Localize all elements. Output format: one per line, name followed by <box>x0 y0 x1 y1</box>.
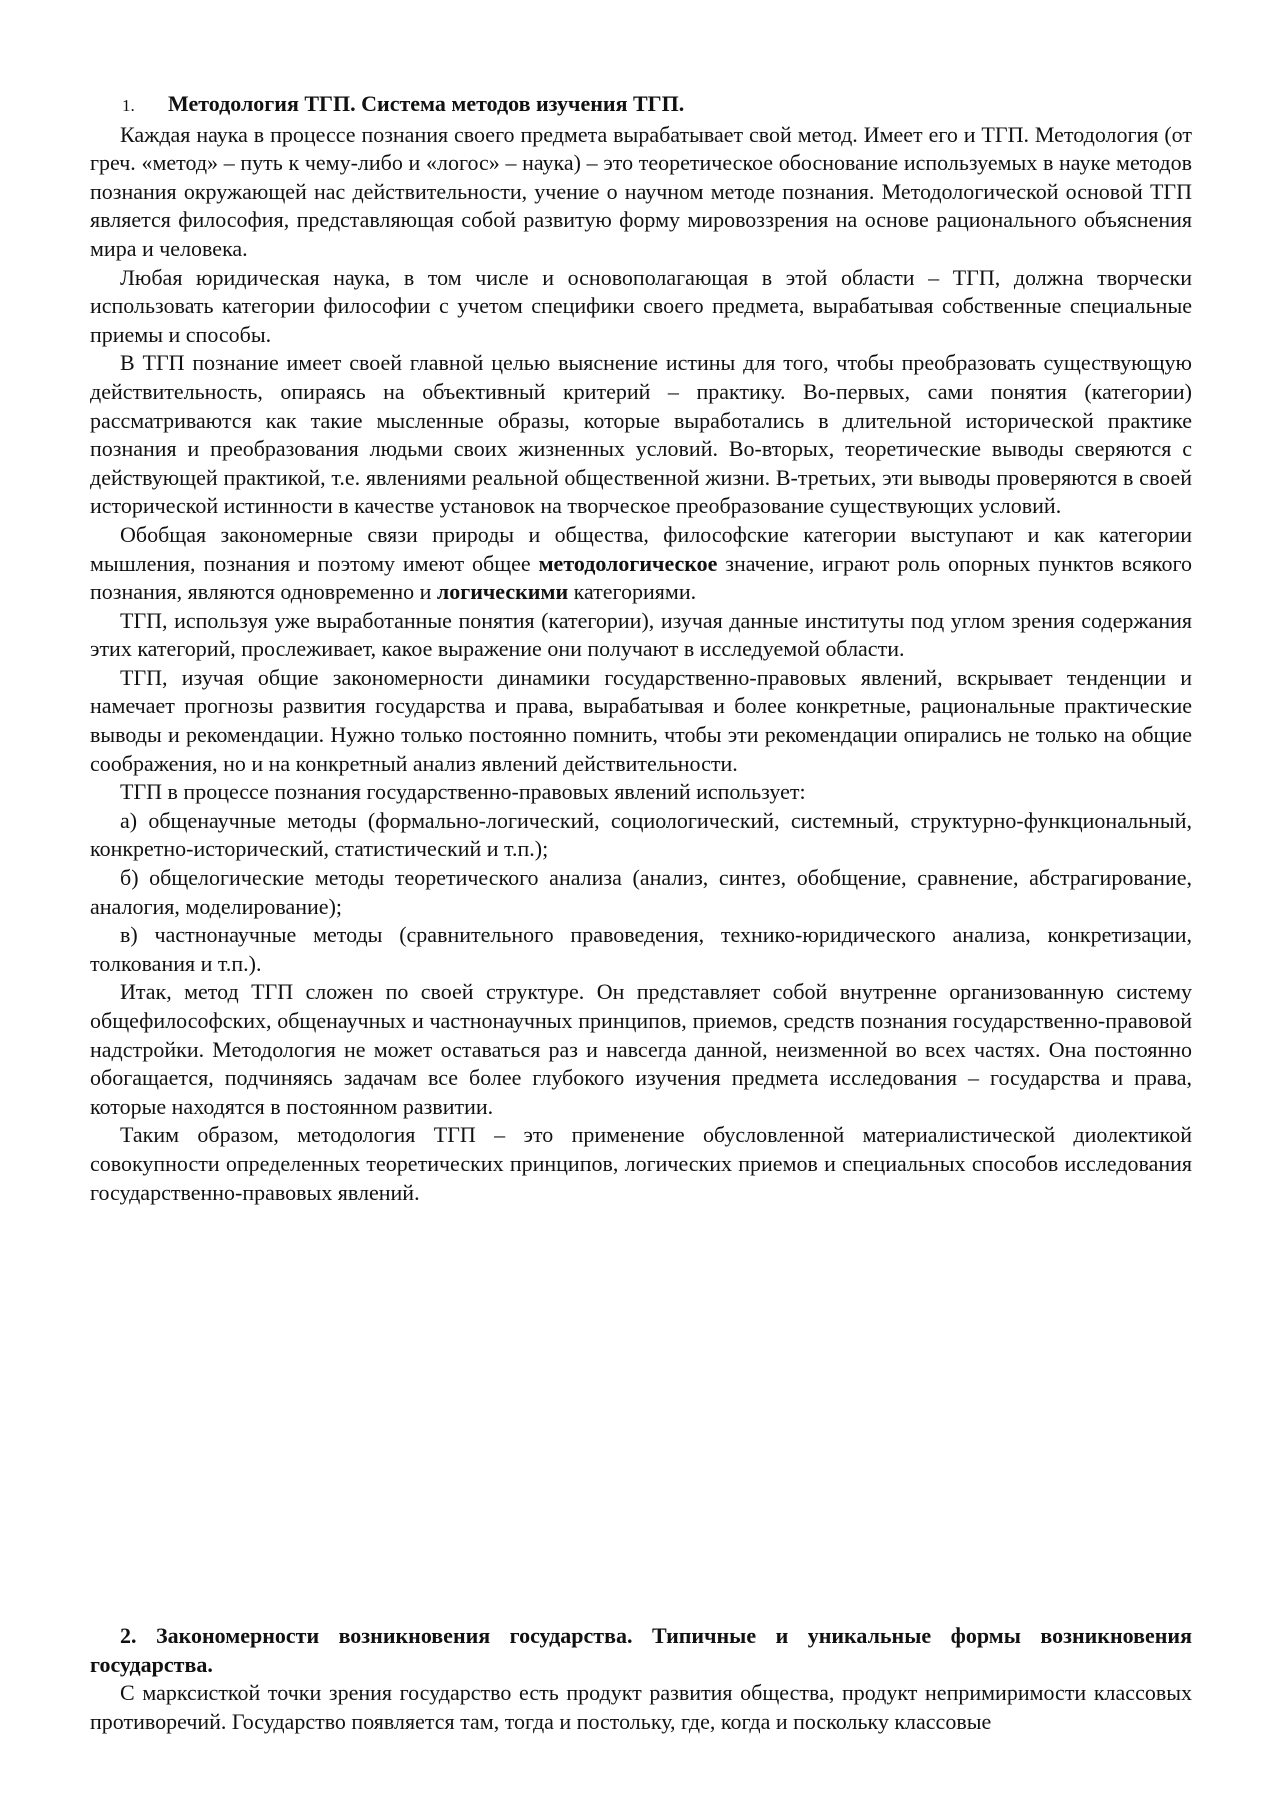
paragraph: ТГП, используя уже выработанные понятия (категории), изучая данные институты под углом зрения содержания этих категорий, прослеживает, какое выражение они получают в исследуемой области. <box>90 607 1192 662</box>
paragraph: Обобщая закономерные связи природы и общества, философские категории выступают и как категории мышления, познания и поэтому имеют общее методологическое значение, играют роль опорных пунктов всякого познания, являются одновременно и логическими категориями. <box>90 521 1192 605</box>
paragraph: Каждая наука в процессе познания своего предмета вырабатывает свой метод. Имеет его и ТГП. Методология (от греч. «метод» – путь к чему-либо и «логос» – наука) – это теоретическое обоснование используемых в науке методов познания окружающей нас действительности, учение о научном методе познания. Методологической основой ТГП является философия, представляющая собой развитую форму мировоззрения на основе рационального объяснения мира и человека. <box>90 121 1192 261</box>
section-1-heading <box>90 90 1192 121</box>
paragraph: С марксисткой точки зрения государство есть продукт развития общества, продукт непримиримости классовых противоречий. Государство появляется там, тогда и постольку, где, когда и поскольку классовые <box>90 1680 1192 1734</box>
list-item: а) общенаучные методы (формально-логический, социологический, системный, структурно-функциональный, конкретно-исторический, статистический и т.п.); <box>90 807 1192 862</box>
paragraph: В ТГП познание имеет своей главной целью выяснение истины для того, чтобы преобразовать существующую действительность, опираясь на объективный критерий – практику. Во-первых, сами понятия (категории) рассматриваются как такие мысленные образы, которые выработались в длительной исторической практике познания и преобразования людьми своих жизненных условий. Во-вторых, теоретические выводы сверяются с действующей практикой, т.е. явлениями реальной общественной жизни. В-третьих, эти выводы проверяются в своей исторической истинности в качестве установок на творческое преобразование существующих условий. <box>90 350 1192 519</box>
paragraph: Итак, метод ТГП сложен по своей структуре. Он представляет собой внутренне организованную систему общефилософских, общенаучных и частнонаучных принципов, приемов, средств познания государственно-правовой надстройки. Методология не может оставаться раз и навсегда данной, неизменной во всех частях. Она постоянно обогащается, подчиняясь задачам все более глубокого изучения предмета исследования – государства и права, которые находятся в постоянном развитии. <box>90 979 1192 1119</box>
paragraph: ТГП в процессе познания государственно-правовых явлений использует: <box>120 779 806 805</box>
section-2 <box>90 1622 1192 1736</box>
section-1 <box>90 90 1192 1207</box>
paragraph: Любая юридическая наука, в том числе и основополагающая в этой области – ТГП, должна творчески использовать категории философии с учетом специфики своего предмета, вырабатывая собственные специальные приемы и способы. <box>90 264 1192 347</box>
list-item: в) частнонаучные методы (сравнительного правоведения, технико-юридического анализа, конкретизации, толкования и т.п.). <box>90 922 1192 976</box>
section-2-heading: 2. Закономерности возникновения государства. Типичные и уникальные формы возникновения государства. <box>90 1623 1192 1677</box>
list-item: б) общелогические методы теоретического анализа (анализ, синтез, обобщение, сравнение, абстрагирование, аналогия, моделирование); <box>90 865 1192 919</box>
bold-term-logical: логическими <box>436 579 569 605</box>
paragraph: ТГП, изучая общие закономерности динамики государственно-правовых явлений, вскрывает тенденции и намечает прогнозы развития государства и права, вырабатывая и более конкретные, рациональные практические выводы и рекомендации. Нужно только постоянно помнить, чтобы эти рекомендации опирались не только на общие соображения, но и на конкретный анализ явлений действительности. <box>90 664 1192 776</box>
section-1-number: 1. <box>122 96 135 115</box>
bold-term-methodological: методологическое <box>538 550 718 576</box>
paragraph: Таким образом, методология ТГП – это применение обусловленной материалистической диолектикой совокупности определенных теоретических принципов, логических приемов и специальных способов исследования государственно-правовых явлений. <box>90 1122 1192 1205</box>
section-1-title: Методология ТГП. Система методов изучения ТГП. <box>168 91 685 116</box>
